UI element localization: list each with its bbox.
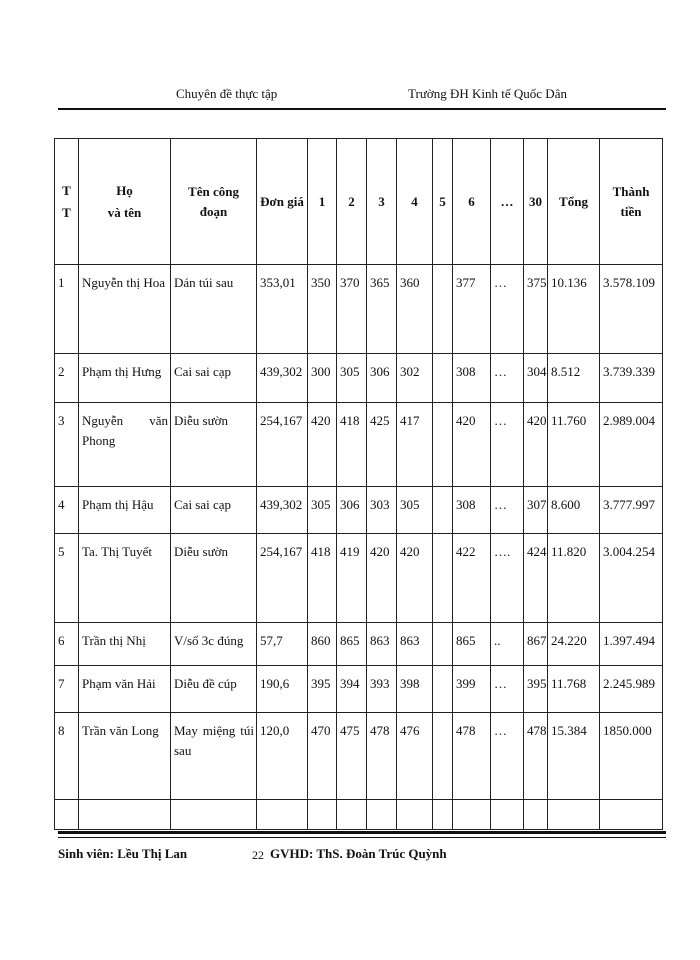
cell-name: Trần thị Nhị (79, 623, 171, 666)
cell-price: 353,01 (257, 265, 308, 354)
col-amount: Thành tiền (600, 139, 663, 265)
cell-price: 120,0 (257, 713, 308, 800)
cell-d30: 424 (524, 534, 548, 623)
empty-cell (397, 800, 433, 830)
cell-d1: 470 (308, 713, 337, 800)
cell-task: Cai sai cạp (171, 354, 257, 403)
cell-d3: 425 (367, 403, 397, 487)
empty-cell (308, 800, 337, 830)
cell-price: 190,6 (257, 666, 308, 713)
cell-d5 (433, 403, 453, 487)
cell-tt: 1 (55, 265, 79, 354)
empty-cell (171, 800, 257, 830)
col-day-1: 1 (308, 139, 337, 265)
header-rule (58, 108, 666, 110)
col-day-4: 4 (397, 139, 433, 265)
cell-d5 (433, 666, 453, 713)
cell-d3: 863 (367, 623, 397, 666)
cell-tt: 6 (55, 623, 79, 666)
col-day-3: 3 (367, 139, 397, 265)
col-name: Họ và tên (79, 139, 171, 265)
cell-name: Phạm thị Hậu (79, 487, 171, 534)
empty-cell (524, 800, 548, 830)
cell-dots: … (491, 265, 524, 354)
cell-total: 8.512 (548, 354, 600, 403)
cell-d5 (433, 534, 453, 623)
cell-name: Ta. Thị Tuyết (79, 534, 171, 623)
cell-d1: 395 (308, 666, 337, 713)
header-university: Trường ĐH Kinh tế Quốc Dân (408, 86, 567, 101)
cell-amount: 3.777.997 (600, 487, 663, 534)
header-report-title: Chuyên đề thực tập (176, 86, 278, 101)
col-day-5: 5 (433, 139, 453, 265)
table-row (55, 265, 663, 354)
cell-amount: 1850.000 (600, 713, 663, 800)
cell-d2: 475 (337, 713, 367, 800)
col-task: Tên công đoạn (171, 139, 257, 265)
cell-d4: 398 (397, 666, 433, 713)
cell-total: 8.600 (548, 487, 600, 534)
cell-dots: … (491, 666, 524, 713)
cell-amount: 3.004.254 (600, 534, 663, 623)
cell-d2: 418 (337, 403, 367, 487)
cell-tt: 4 (55, 487, 79, 534)
cell-d3: 478 (367, 713, 397, 800)
col-day-2: 2 (337, 139, 367, 265)
cell-task: May miệng túi sau (171, 713, 257, 800)
cell-task: Diễu sườn (171, 403, 257, 487)
cell-price: 254,167 (257, 403, 308, 487)
cell-d4: 302 (397, 354, 433, 403)
col-day-6: 6 (453, 139, 491, 265)
cell-d5 (433, 265, 453, 354)
empty-cell (491, 800, 524, 830)
cell-tt: 2 (55, 354, 79, 403)
empty-cell (55, 800, 79, 830)
cell-tt: 7 (55, 666, 79, 713)
cell-tt: 5 (55, 534, 79, 623)
cell-d6: 399 (453, 666, 491, 713)
cell-d3: 420 (367, 534, 397, 623)
cell-d1: 860 (308, 623, 337, 666)
footer-rule-thick (58, 831, 666, 834)
header-row (55, 139, 663, 265)
empty-cell (337, 800, 367, 830)
cell-amount: 3.578.109 (600, 265, 663, 354)
cell-price: 439,302 (257, 487, 308, 534)
cell-d30: 867 (524, 623, 548, 666)
cell-d4: 305 (397, 487, 433, 534)
cell-dots: … (491, 354, 524, 403)
cell-d3: 306 (367, 354, 397, 403)
cell-name: Nguyễn thị Hoa (79, 265, 171, 354)
cell-d4: 420 (397, 534, 433, 623)
cell-d6: 420 (453, 403, 491, 487)
table-row (55, 487, 663, 534)
table-row (55, 534, 663, 623)
cell-d3: 393 (367, 666, 397, 713)
cell-d30: 420 (524, 403, 548, 487)
cell-total: 11.768 (548, 666, 600, 713)
cell-price: 254,167 (257, 534, 308, 623)
cell-tt: 8 (55, 713, 79, 800)
cell-d4: 863 (397, 623, 433, 666)
table-row-empty (55, 800, 663, 830)
productivity-table (54, 138, 663, 830)
cell-task: Diễu sườn (171, 534, 257, 623)
cell-d6: 377 (453, 265, 491, 354)
cell-name: Trần văn Long (79, 713, 171, 800)
cell-name: Phạm thị Hưng (79, 354, 171, 403)
cell-d3: 365 (367, 265, 397, 354)
cell-total: 11.820 (548, 534, 600, 623)
cell-d1: 350 (308, 265, 337, 354)
footer-rule-thin (58, 837, 666, 838)
cell-d30: 304 (524, 354, 548, 403)
cell-d6: 478 (453, 713, 491, 800)
cell-task: V/sổ 3c đúng (171, 623, 257, 666)
cell-d5 (433, 487, 453, 534)
cell-amount: 1.397.494 (600, 623, 663, 666)
cell-price: 439,302 (257, 354, 308, 403)
cell-d2: 306 (337, 487, 367, 534)
table-row (55, 666, 663, 713)
table-row (55, 354, 663, 403)
cell-d6: 308 (453, 487, 491, 534)
col-ellipsis: … (491, 139, 524, 265)
cell-d2: 370 (337, 265, 367, 354)
cell-d1: 305 (308, 487, 337, 534)
cell-total: 24.220 (548, 623, 600, 666)
cell-d1: 418 (308, 534, 337, 623)
cell-d4: 417 (397, 403, 433, 487)
empty-cell (79, 800, 171, 830)
cell-dots: .. (491, 623, 524, 666)
cell-d5 (433, 623, 453, 666)
cell-dots: …. (491, 534, 524, 623)
cell-d6: 422 (453, 534, 491, 623)
cell-d4: 360 (397, 265, 433, 354)
cell-price: 57,7 (257, 623, 308, 666)
cell-dots: … (491, 487, 524, 534)
cell-d3: 303 (367, 487, 397, 534)
cell-task: Cai sai cạp (171, 487, 257, 534)
cell-d5 (433, 713, 453, 800)
empty-cell (367, 800, 397, 830)
cell-task: Dán túi sau (171, 265, 257, 354)
cell-d2: 305 (337, 354, 367, 403)
cell-name: Nguyễn văn Phong (79, 403, 171, 487)
cell-d4: 476 (397, 713, 433, 800)
empty-cell (433, 800, 453, 830)
table-row (55, 403, 663, 487)
cell-d1: 420 (308, 403, 337, 487)
cell-total: 11.760 (548, 403, 600, 487)
cell-d6: 308 (453, 354, 491, 403)
cell-amount: 3.739.339 (600, 354, 663, 403)
cell-d2: 865 (337, 623, 367, 666)
col-total: Tổng (548, 139, 600, 265)
footer-student: Sinh viên: Lều Thị Lan (58, 846, 188, 861)
cell-d30: 375 (524, 265, 548, 354)
cell-dots: … (491, 403, 524, 487)
cell-total: 10.136 (548, 265, 600, 354)
cell-d30: 478 (524, 713, 548, 800)
cell-d30: 307 (524, 487, 548, 534)
page-number: 22 (252, 848, 264, 862)
cell-tt: 3 (55, 403, 79, 487)
cell-task: Diễu đề cúp (171, 666, 257, 713)
cell-amount: 2.989.004 (600, 403, 663, 487)
cell-d1: 300 (308, 354, 337, 403)
cell-total: 15.384 (548, 713, 600, 800)
col-tt: T T (55, 139, 79, 265)
empty-cell (453, 800, 491, 830)
empty-cell (600, 800, 663, 830)
cell-d30: 395 (524, 666, 548, 713)
empty-cell (548, 800, 600, 830)
cell-d2: 419 (337, 534, 367, 623)
col-day-30: 30 (524, 139, 548, 265)
footer-advisor: GVHD: ThS. Đoàn Trúc Quỳnh (270, 846, 447, 861)
table-row (55, 623, 663, 666)
cell-d6: 865 (453, 623, 491, 666)
table-row (55, 713, 663, 800)
cell-amount: 2.245.989 (600, 666, 663, 713)
empty-cell (257, 800, 308, 830)
cell-name: Phạm văn Hải (79, 666, 171, 713)
cell-dots: … (491, 713, 524, 800)
cell-d5 (433, 354, 453, 403)
col-price: Đơn giá (257, 139, 308, 265)
cell-d2: 394 (337, 666, 367, 713)
page-header (58, 86, 666, 108)
